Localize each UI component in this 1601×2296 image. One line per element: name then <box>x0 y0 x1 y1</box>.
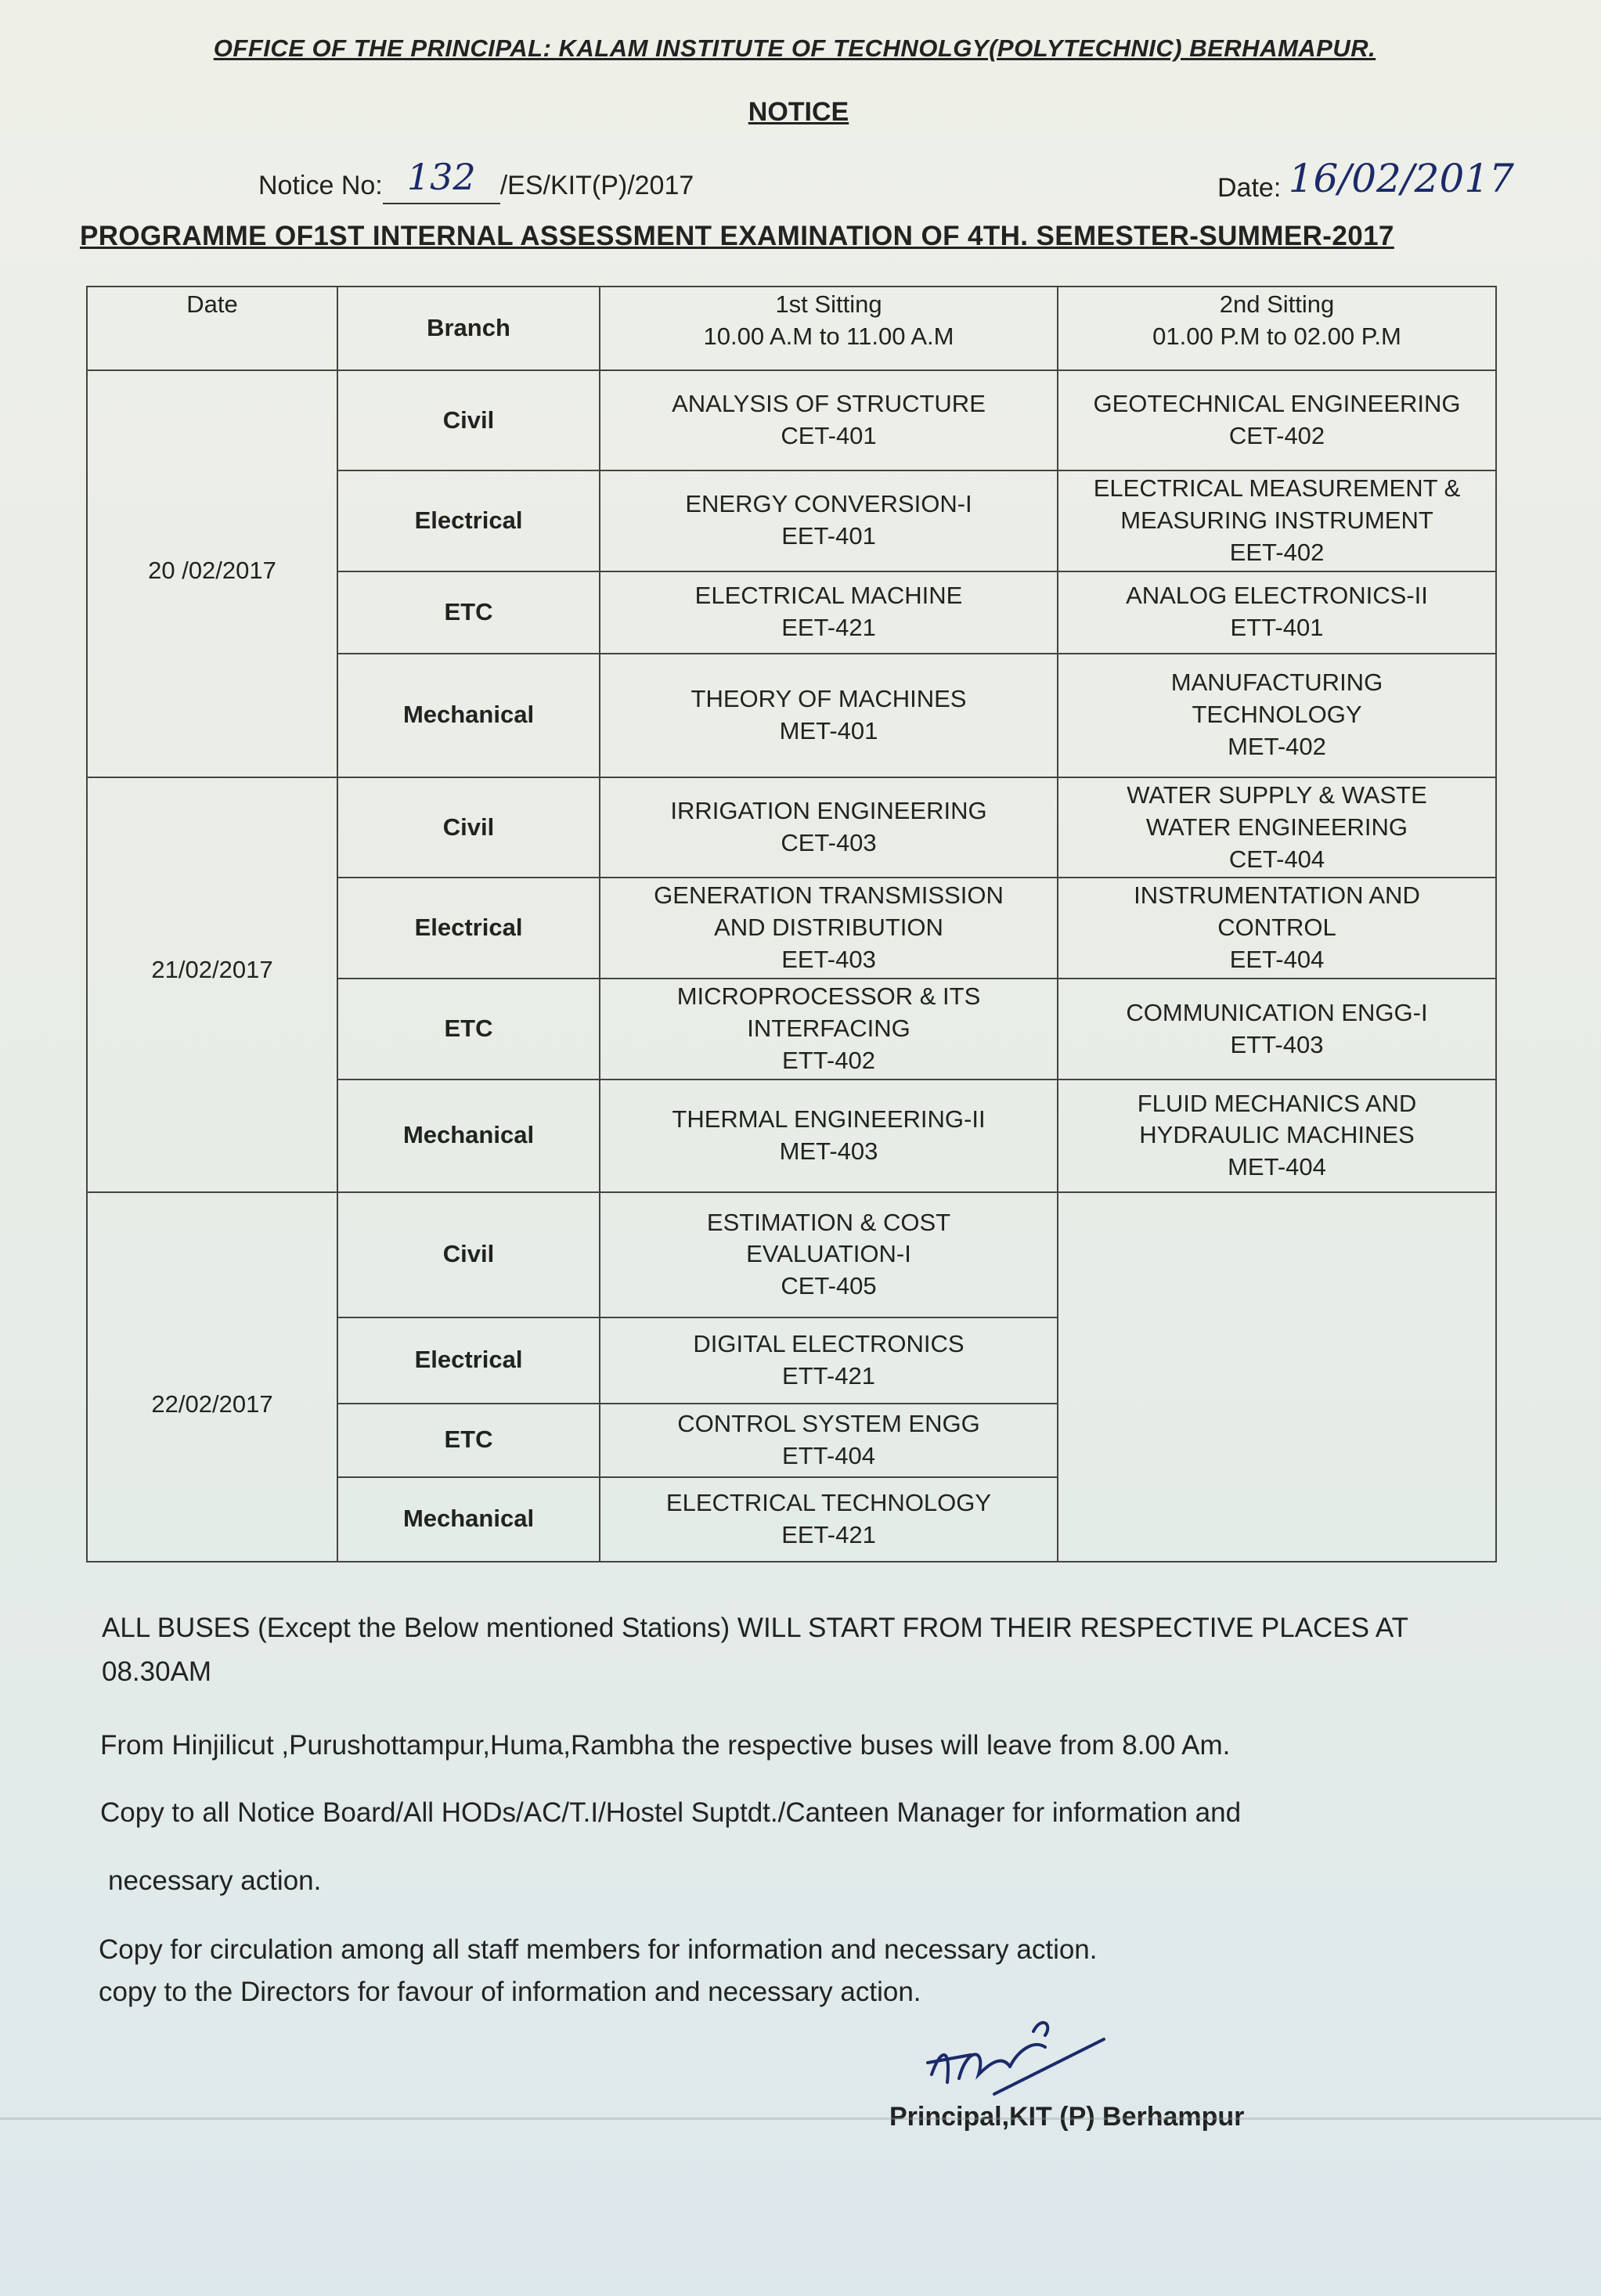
schedule-row <box>87 370 1496 470</box>
first-sitting-subject: ESTIMATION & COST EVALUATION-I CET-405 <box>600 1192 1058 1317</box>
first-sitting-subject: ANALYSIS OF STRUCTURE CET-401 <box>600 370 1058 470</box>
second-sitting-subject: COMMUNICATION ENGG-I ETT-403 <box>1058 979 1496 1080</box>
date-column-header: Date <box>87 287 337 370</box>
first-sitting-subject: THEORY OF MACHINES MET-401 <box>600 654 1058 777</box>
buses-paragraph <box>102 1606 1581 1694</box>
branch-cell: ETC <box>337 1404 600 1477</box>
second-sitting-subject: FLUID MECHANICS AND HYDRAULIC MACHINES MET-404 <box>1058 1080 1496 1192</box>
copy-line-2: necessary action. <box>108 1865 322 1896</box>
first-sitting-header <box>600 287 1058 370</box>
date-value: 16/02/2017 <box>1288 156 1514 201</box>
principal-signature <box>916 2008 1120 2110</box>
branch-cell: Electrical <box>337 1317 600 1404</box>
exam-schedule-table <box>86 286 1497 1563</box>
schedule-row <box>87 1192 1496 1317</box>
first-sitting-subject: THERMAL ENGINEERING-II MET-403 <box>600 1080 1058 1192</box>
signatory-title: Principal,KIT (P) Berhampur <box>889 2102 1245 2132</box>
branch-cell: Electrical <box>337 878 600 979</box>
branch-cell: Civil <box>337 1192 600 1317</box>
empty-second-sitting-cell <box>1058 1192 1496 1562</box>
notice-number-label: Notice No: <box>258 171 383 200</box>
directors-line: copy to the Directors for favour of information and necessary action. <box>99 1977 921 2007</box>
notice-number-line <box>258 156 694 204</box>
copy-line-1: Copy to all Notice Board/All HODs/AC/T.I/Hostel Suptdt./Canteen Manager for information and <box>100 1797 1242 1828</box>
first-sitting-subject: GENERATION TRANSMISSION AND DISTRIBUTION EET-403 <box>600 878 1058 979</box>
first-sitting-subject: MICROPROCESSOR & ITS INTERFACING ETT-402 <box>600 979 1058 1080</box>
second-sitting-subject: WATER SUPPLY & WASTE WATER ENGINEERING CET-404 <box>1058 777 1496 878</box>
exam-date-cell: 21/02/2017 <box>87 777 337 1192</box>
exam-date-cell: 20 /02/2017 <box>87 370 337 777</box>
branch-cell: ETC <box>337 979 600 1080</box>
branch-cell: ETC <box>337 571 600 654</box>
first-sitting-subject: ENERGY CONVERSION-I EET-401 <box>600 470 1058 571</box>
branch-column-header: Branch <box>337 287 600 370</box>
branch-cell: Mechanical <box>337 1080 600 1192</box>
second-sitting-name: 2nd Sitting <box>1219 290 1335 318</box>
second-sitting-subject: GEOTECHNICAL ENGINEERING CET-402 <box>1058 370 1496 470</box>
second-sitting-subject: ELECTRICAL MEASUREMENT & MEASURING INSTRUMENT EET-402 <box>1058 470 1496 571</box>
notice-heading: NOTICE <box>748 97 849 127</box>
first-sitting-time: 10.00 A.M to 11.00 A.M <box>703 322 954 350</box>
office-header: OFFICE OF THE PRINCIPAL: KALAM INSTITUTE OF TECHNOLGY(POLYTECHNIC) BERHAMAPUR. <box>213 34 1376 62</box>
first-sitting-subject: ELECTRICAL TECHNOLOGY EET-421 <box>600 1477 1058 1562</box>
notice-number-value: 132 <box>406 156 476 198</box>
second-sitting-subject: INSTRUMENTATION AND CONTROL EET-404 <box>1058 878 1496 979</box>
exam-date-cell: 22/02/2017 <box>87 1192 337 1562</box>
first-sitting-subject: CONTROL SYSTEM ENGG ETT-404 <box>600 1404 1058 1477</box>
schedule-row <box>87 777 1496 878</box>
buses-line-2: 08.30AM <box>102 1656 212 1687</box>
branch-cell: Civil <box>337 370 600 470</box>
first-sitting-subject: IRRIGATION ENGINEERING CET-403 <box>600 777 1058 878</box>
second-sitting-subject: ANALOG ELECTRONICS-II ETT-401 <box>1058 571 1496 654</box>
schedule-body <box>87 370 1496 1562</box>
notice-date-line <box>1217 156 1514 206</box>
paper-fold-line <box>0 2118 1601 2120</box>
first-sitting-subject: ELECTRICAL MACHINE EET-421 <box>600 571 1058 654</box>
second-sitting-header <box>1058 287 1496 370</box>
date-label: Date: <box>1217 173 1282 203</box>
branch-cell: Civil <box>337 777 600 878</box>
second-sitting-time: 01.00 P.M to 02.00 P.M <box>1152 322 1401 350</box>
branch-cell: Electrical <box>337 470 600 571</box>
circulation-line: Copy for circulation among all staff members for information and necessary action. <box>99 1934 1098 1965</box>
first-sitting-subject: DIGITAL ELECTRONICS ETT-421 <box>600 1317 1058 1404</box>
programme-title: PROGRAMME OF1ST INTERNAL ASSESSMENT EXAMINATION OF 4TH. SEMESTER-SUMMER-2017 <box>80 221 1394 251</box>
branch-cell: Mechanical <box>337 1477 600 1562</box>
notice-number-suffix: /ES/KIT(P)/2017 <box>499 171 694 200</box>
second-sitting-subject: MANUFACTURING TECHNOLOGY MET-402 <box>1058 654 1496 777</box>
table-header-row <box>87 287 1496 370</box>
branch-cell: Mechanical <box>337 654 600 777</box>
first-sitting-name: 1st Sitting <box>775 290 882 318</box>
from-stations-line: From Hinjilicut ,Purushottampur,Huma,Rambha the respective buses will leave from 8.00 Am. <box>100 1730 1231 1761</box>
buses-line-1: ALL BUSES (Except the Below mentioned Stations) WILL START FROM THEIR RESPECTIVE PLACES AT <box>102 1613 1408 1643</box>
